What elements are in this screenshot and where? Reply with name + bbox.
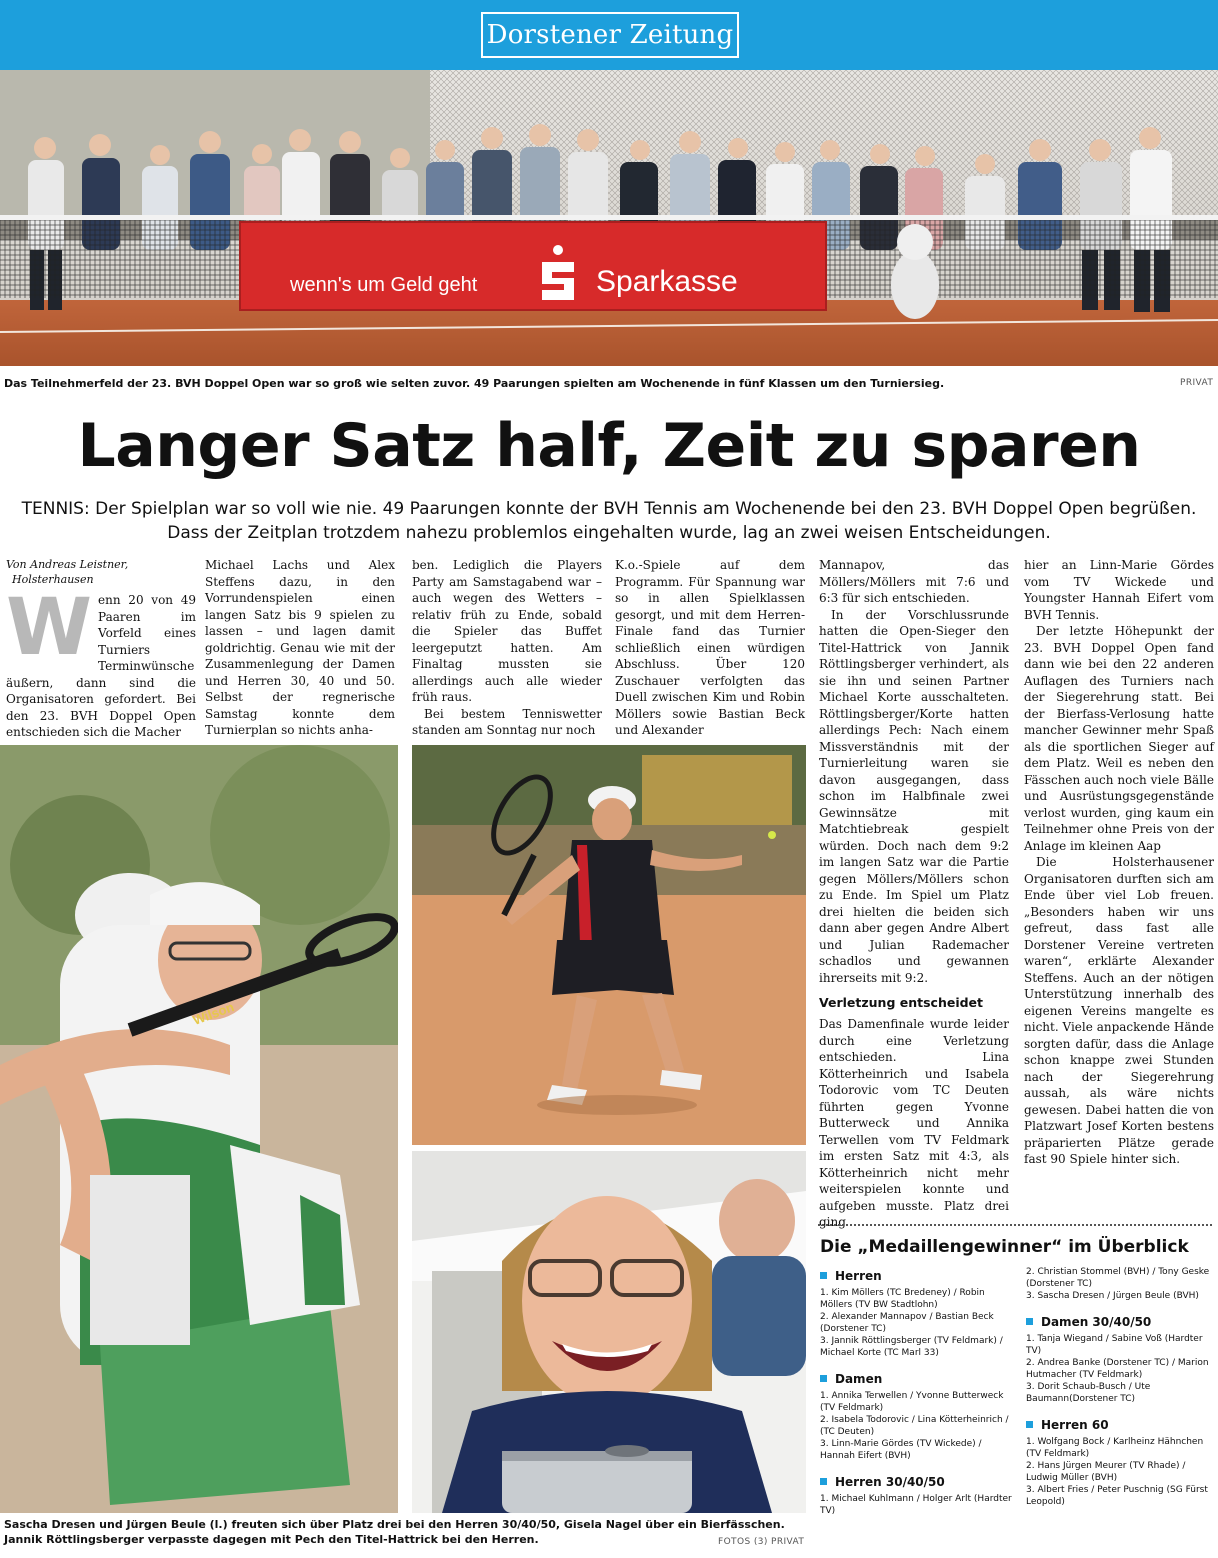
medal-group-label: Herren 30/40/50 bbox=[835, 1475, 945, 1489]
medal-entry: 3. Albert Fries / Peter Puschnig (SG Fürst Leopold) bbox=[1026, 1485, 1208, 1507]
article-paragraph: Bei bestem Tenniswetter standen am Sonntag nur noch bbox=[412, 706, 602, 737]
medal-entry: 1. Tanja Wiegand / Sabine Voß (Hardter TV) bbox=[1026, 1334, 1203, 1356]
medal-entry: 1. Annika Terwellen / Yvonne Butterweck (TV Feldmark) bbox=[820, 1391, 1004, 1413]
article-paragraph: enn 20 von 49 Paaren im Vorfeld eines Turniers Terminwünsche äußern, dann sind die Organisatoren gefordert. Bei den 23. BVH Doppel Open entschieden sich die Macher bbox=[6, 593, 196, 739]
article-paragraph: In der Vorschlussrunde hatten die Open-Sieger den Titel-Hattrick von Jannik Röttlingsberger verhindert, als sie ihn und seinen Partner Michael Korte ausschalteten. Röttlingsberger/Korte hatten allerdings Pech: Nach einem Missverständnis mit der Turnierleitung waren sie davon ausgegangen, dass schon im Halbfinale zwei Gewinnsätze mit Matchtiebreak gespielt würden. Doch nach dem 9:2 im langen Satz war die Partie gegen Möllers/Möllers schon zu Ende. Im Spiel um Platz drei hielten die beiden sich dann aber gegen Andre Albert und Julian Rademacher schadlos und gewannen ihrerseits mit 9:2. bbox=[819, 607, 1009, 985]
bottom-photos-caption bbox=[4, 1517, 804, 1547]
article-subhead: Verletzung entscheidet bbox=[819, 995, 984, 1010]
article-paragraph: hier an Linn-Marie Gördes vom TV Wickede und Youngster Hannah Eifert vom BVH Tennis. bbox=[1024, 558, 1214, 622]
racket-brand: Wilson bbox=[190, 999, 236, 1028]
banner-slogan: wenn's um Geld geht bbox=[290, 274, 478, 296]
medal-entry: 2. Christian Stommel (BVH) / Tony Geske (Dorstener TC) bbox=[1026, 1267, 1210, 1289]
bottom-caption-line-2: Jannik Röttlingsberger verpasste dagegen mit Pech den Titel-Hattrick bei den Herren. bbox=[4, 1533, 539, 1546]
medal-entry: 3. Dorit Schaub-Busch / Ute Baumann(Dorstener TC) bbox=[1026, 1382, 1151, 1404]
square-bullet-icon bbox=[820, 1375, 827, 1382]
bottom-caption-line-1: Sascha Dresen und Jürgen Beule (l.) freuten sich über Platz drei bei den Herren 30/40/50, Gisela Nagel über ein Bierfässchen. bbox=[4, 1518, 785, 1531]
masthead-logo-box bbox=[481, 12, 739, 58]
medal-group-herren-60 bbox=[1026, 1417, 1212, 1508]
teaser-kicker: TENNIS: bbox=[21, 499, 90, 519]
teaser bbox=[20, 497, 1198, 545]
article-column-6 bbox=[1024, 557, 1214, 1168]
article-column-4 bbox=[615, 557, 805, 739]
teaser-text: Der Spielplan war so voll wie nie. 49 Paarungen konnte der BVH Tennis am Wochenende bei den 23. BVH Doppel Open begrüßen. Dass der Zeitplan trotzdem nahezu problemlos eingehalten wurde, lag an zwei weisen Entscheidungen. bbox=[89, 499, 1197, 543]
article-paragraph: Michael Lachs und Alex Steffens dazu, in den Vorrundenspielen einen langen Satz bis 9 spielen zu lassen – und lagen damit goldrichtig. Genau wie mit der Zusammenlegung der Damen und Herren 30, 40 und 50. Selbst der regnerische Samstag konnte dem Turnierplan so nichts anha- bbox=[205, 558, 395, 737]
hug-photo bbox=[0, 745, 398, 1513]
medal-group-label: Herren bbox=[835, 1269, 882, 1283]
medal-entry: 1. Kim Möllers (TC Bredeney) / Robin Möllers (TV BW Stadtlohn) bbox=[820, 1288, 985, 1310]
medal-group-damen bbox=[820, 1371, 1015, 1462]
medal-entry: 3. Linn-Marie Gördes (TV Wickede) / Hannah Eifert (BVH) bbox=[820, 1439, 982, 1461]
medal-entry: 2. Andrea Banke (Dorstener TC) / Marion Hutmacher (TV Feldmark) bbox=[1026, 1358, 1209, 1380]
medal-group-herren-30-40-50-cont bbox=[1026, 1266, 1212, 1302]
group-photo-credit: PRIVAT bbox=[1180, 378, 1214, 388]
square-bullet-icon bbox=[1026, 1421, 1033, 1428]
medal-group-damen-30-40-50 bbox=[1026, 1314, 1212, 1405]
medal-column-left bbox=[820, 1268, 1015, 1529]
bottom-photos-credit: FOTOS (3) PRIVAT bbox=[718, 1537, 805, 1547]
square-bullet-icon bbox=[820, 1478, 827, 1485]
medal-entry: 1. Michael Kuhlmann / Holger Arlt (Hardter TV) bbox=[820, 1494, 1012, 1516]
newspaper-title: Dorstener Zeitung bbox=[486, 20, 734, 50]
medal-divider bbox=[818, 1224, 1212, 1226]
beer-keg-photo bbox=[412, 1151, 806, 1513]
medal-entry: 3. Jannik Röttlingsberger (TV Feldmark) / Michael Korte (TC Marl 33) bbox=[820, 1336, 1003, 1358]
article-paragraph: Mannapov, das Möllers/Möllers mit 7:6 und 6:3 für sich entschieden. bbox=[819, 558, 1009, 605]
square-bullet-icon bbox=[1026, 1318, 1033, 1325]
medal-box-title: Die „Medaillengewinner“ im Überblick bbox=[820, 1237, 1189, 1257]
medal-group-label: Damen 30/40/50 bbox=[1041, 1315, 1152, 1329]
medal-entry: 3. Sascha Dresen / Jürgen Beule (BVH) bbox=[1026, 1291, 1199, 1301]
medal-group-herren-30-40-50 bbox=[820, 1474, 1015, 1517]
byline-place: Holsterhausen bbox=[12, 573, 94, 586]
article-paragraph: Der letzte Höhepunkt der 23. BVH Doppel Open fand dann wie bei den 22 anderen Auflagen des Turniers nach der Siegerehrung statt. Bei der Bierfass-Verlosung hatte mancher Gewinner mehr Spaß als die sportlichen Sieger auf dem Platz. Weil es neben den Fässchen auch noch viele Bälle und Ausrüstungsgegenstände verlost wurden, ging kaum ein Teilnehmer ohne Preis von der Anlage im kleinen Aap bbox=[1024, 624, 1214, 853]
medal-entry: 2. Hans Jürgen Meurer (TV Rhade) / Ludwig Müller (BVH) bbox=[1026, 1461, 1186, 1483]
article-column-3 bbox=[412, 557, 602, 739]
medal-group-label: Damen bbox=[835, 1372, 883, 1386]
banner-brand: Sparkasse bbox=[596, 265, 738, 298]
medal-group-label: Herren 60 bbox=[1041, 1418, 1109, 1432]
article-paragraph: Das Damenfinale wurde leider durch eine Verletzung entschieden. Lina Kötterheinrich und Isabela Todorovic vom TC Deuten führten gegen Yvonne Butterweck und Annika Terwellen vom TV Feldmark im ersten Satz mit 4:3, als Kötterheinrich nicht mehr weiterspielen konnte und aufgeben musste. Platz drei ging bbox=[819, 1017, 1009, 1229]
article-paragraph: K.o.-Spiele auf dem Programm. Für Spannung war so in allen Spielklassen gesorgt, und mit dem Herren-Finale fand das Turnier schließlich einen würdigen Abschluss. Über 120 Zuschauer verfolgten das Duell zwischen Kim und Robin Möllers sowie Bastian Beck und Alexander bbox=[615, 558, 805, 737]
square-bullet-icon bbox=[820, 1272, 827, 1279]
article-paragraph: Die Holsterhausener Organisatoren durften sich am Ende über viel Lob freuen. „Besonders haben wir uns gefreut, dass fast alle Dorstener Vereine vertreten waren“, erklärte Alexander Steffens. Auch an der nötigen Unterstützung innerhalb des eigenen Vereins mangelte es nicht. Viele anpackende Hände sorgten dafür, dass die Anlage schon knappe zwei Stunden nach der Siegerehrung aussah, als wäre nichts gewesen. Dabei hatten die von Platzwart Josef Korten bestens präparierten Plätze gerade fast 90 Spiele hinter sich. bbox=[1024, 855, 1214, 1166]
article-column-1 bbox=[6, 583, 196, 741]
group-photo bbox=[0, 70, 1218, 366]
masthead bbox=[0, 0, 1218, 70]
article-paragraph: ben. Lediglich die Players Party am Samstagabend war – auch wegen des Wetters – relativ früh zu Ende, sobald die Spieler das Buffet leergeputzt hatten. Am Finaltag mussten sie allerdings auch alle wieder früh raus. bbox=[412, 558, 602, 704]
medal-group-herren bbox=[820, 1268, 1015, 1359]
headline: Langer Satz half, Zeit zu sparen bbox=[77, 411, 1141, 481]
byline-author: Von Andreas Leistner, bbox=[6, 558, 129, 571]
medal-entry: 2. Alexander Mannapov / Bastian Beck (Dorstener TC) bbox=[820, 1312, 994, 1334]
dropcap: W bbox=[6, 583, 93, 673]
medal-column-right bbox=[1026, 1266, 1212, 1520]
group-photo-caption: Das Teilnehmerfeld der 23. BVH Doppel Open war so groß wie selten zuvor. 49 Paarungen spielten am Wochenende in fünf Klassen um den Turniersieg. bbox=[4, 377, 945, 390]
medal-entry: 1. Wolfgang Bock / Karlheinz Hähnchen (TV Feldmark) bbox=[1026, 1437, 1204, 1459]
article-column-5 bbox=[819, 557, 1009, 1231]
medal-entry: 2. Isabela Todorovic / Lina Kötterheinrich / (TC Deuten) bbox=[820, 1415, 1009, 1437]
article-column-2 bbox=[205, 557, 395, 739]
tennis-player-photo bbox=[412, 745, 806, 1145]
